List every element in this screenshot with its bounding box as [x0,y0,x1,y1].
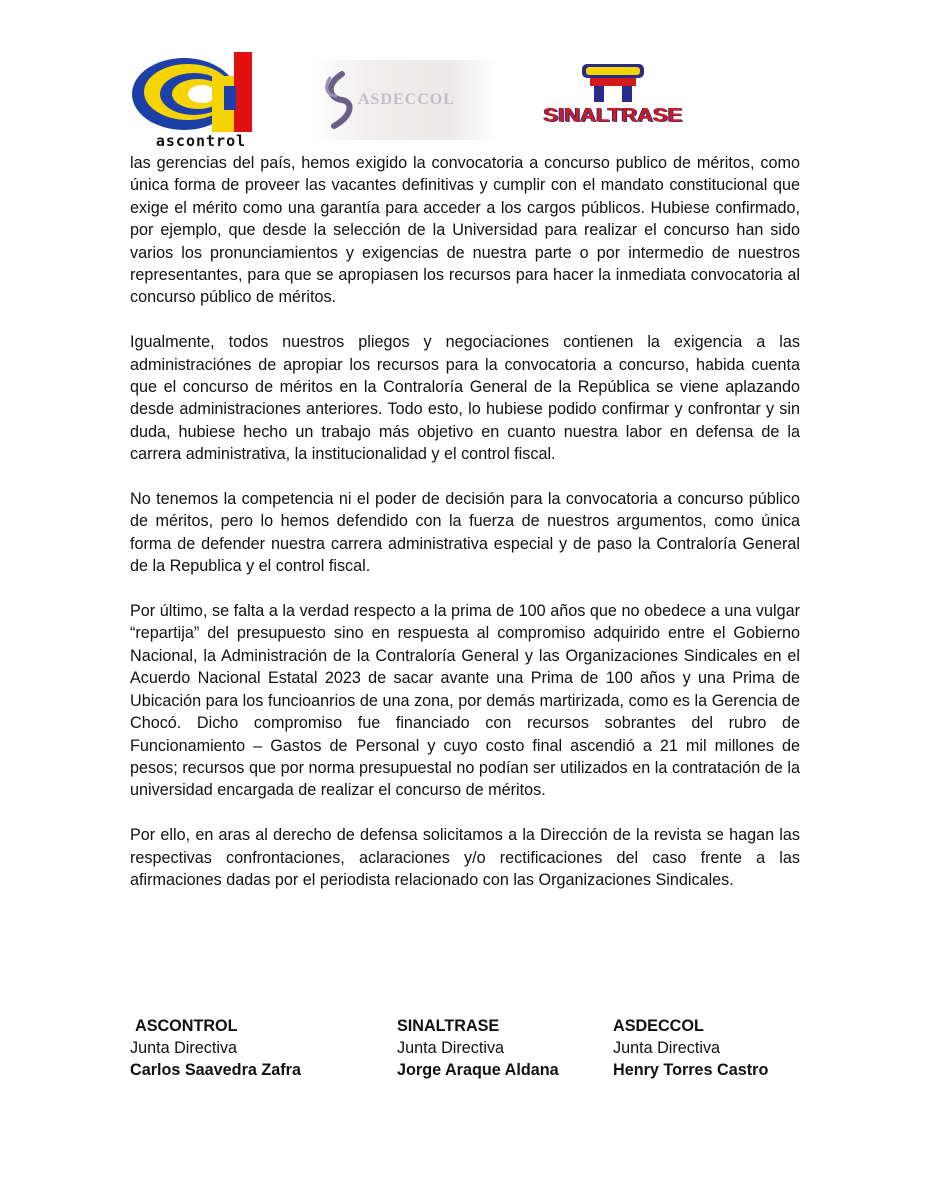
signature-org: ASCONTROL [135,1017,238,1035]
signature-block-sinaltrase [397,1015,559,1081]
signature-name: Jorge Araque Aldana [397,1061,559,1079]
ascontrol-logo-text: ascontrol [155,132,247,150]
paragraph: Igualmente, todos nuestros pliegos y negociaciones contienen la exigencia a las administraciónes de apropiar los recursos para la convocatoria a concurso, habida cuenta que el concurso de méritos en la Contraloría General de la República se viene aplazando desde administraciones anteriores. Todo esto, lo hubiese podido confirmar y confrontar y sin duda, hubiese hecho un trabajo más objetivo en cuanto nuestra labor en defensa de la carrera administrativa, la institucionalidad y el control fiscal. [130,333,800,464]
raised-fist-icon [576,62,650,104]
asdeccol-logo-text: ASDECCOL [358,91,455,108]
signature-block-asdeccol [613,1015,768,1081]
signature-org: SINALTRASE [397,1017,500,1035]
signature-role: Junta Directiva [613,1039,721,1057]
asdeccol-emblem-icon [320,70,360,130]
signature-role: Junta Directiva [397,1039,505,1057]
sinaltrase-logo [518,62,708,132]
paragraph: las gerencias del país, hemos exigido la convocatoria a concurso publico de méritos, como única forma de proveer las vacantes definitivas y cumplir con el mandato constitucional que exige el mérito como una garantía para acceder a los cargos públicos. Hubiese confirmado, por ejemplo, que desde la selección de la Universidad para realizar el concurso han sido varios los pronunciamientos y exigencias de nuestra parte o por intermedio de nuestros representantes, para que se apropiasen los recursos para hacer la inmediata convocatoria al concurso público de méritos. [130,154,800,307]
sinaltrase-logo-text: SINALTRASE [543,103,683,126]
paragraph: No tenemos la competencia ni el poder de decisión para la convocatoria a concurso público de méritos, pero lo hemos defendido con la fuerza de nuestros argumentos, como única forma de defender nuestra carrera administrativa especial y de paso la Contraloría General de la Republica y el control fiscal. [130,490,800,576]
signature-role: Junta Directiva [130,1039,238,1057]
signature-name: Henry Torres Castro [613,1061,769,1079]
asdeccol-logo [312,60,496,140]
ascontrol-logo [128,52,274,150]
signature-name: Carlos Saavedra Zafra [130,1061,301,1079]
signature-block-ascontrol [130,1015,301,1081]
signature-org: ASDECCOL [613,1017,704,1035]
paragraph: Por ello, en aras al derecho de defensa solicitamos a la Dirección de la revista se hagan las respectivas confrontaciones, aclaraciones y/o rectificaciones del caso frente a las afirmaciones dadas por el periodista relacionado con las Organizaciones Sindicales. [130,826,800,889]
ascontrol-emblem-icon [128,52,274,134]
letter-body [130,152,800,891]
paragraph: Por último, se falta a la verdad respecto a la prima de 100 años que no obedece a una vulgar “repartija” del presupuesto sino en respuesta al compromiso adquirido entre el Gobierno Nacional, la Administración de la Contraloría General y las Organizaciones Sindicales en el Acuerdo Nacional Estatal 2023 de sacar avante una Prima de 100 años y una Prima de Ubicación para los funcioanrios de una zona, por demás martirizada, como es la Gerencia de Chocó. Dicho compromiso fue financiado con recursos sobrantes del rubro de Funcionamiento – Gastos de Personal y cuyo costo final ascendió a 21 mil millones de pesos; recursos que por norma presupuestal no podían ser utilizados en la contratación de la universidad encargada de realizar el concurso de méritos. [130,602,800,800]
